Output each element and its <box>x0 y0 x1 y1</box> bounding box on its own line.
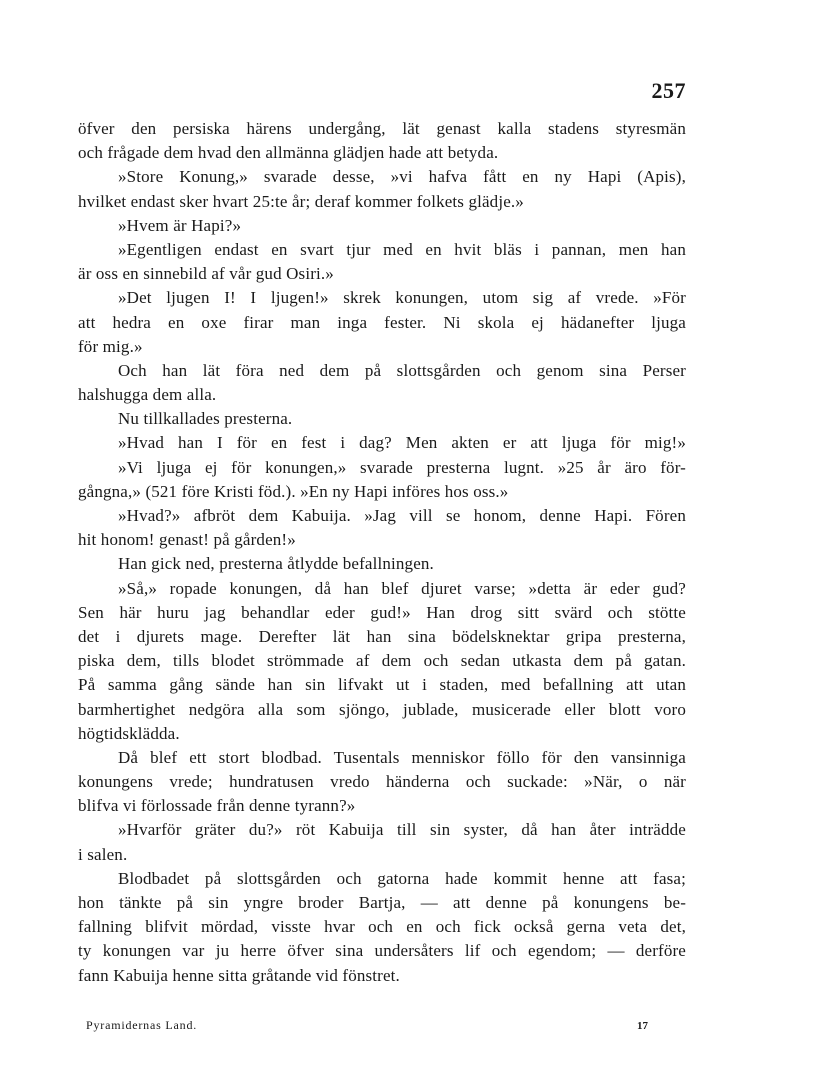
text-line: På samma gång sände han sin lifvakt ut i staden, med befallning att utan <box>78 675 686 695</box>
text-line: i salen. <box>78 844 128 864</box>
signature-mark: 17 <box>637 1020 648 1032</box>
text-line: hvilket endast sker hvart 25:te år; deraf kommer folkets glädje.» <box>78 191 524 211</box>
text-line: Då blef ett stort blodbad. Tusentals menniskor föllo för den vansinniga <box>118 747 686 767</box>
text-line: »Så,» ropade konungen, då han blef djuret varse; »detta är eder gud? <box>118 578 686 598</box>
text-line: »Det ljugen I! I ljugen!» skrek konungen, utom sig af vrede. »För <box>118 288 686 308</box>
text-line: »Hvad?» afbröt dem Kabuija. »Jag vill se honom, denne Hapi. Fören <box>118 506 686 525</box>
text-line: att hedra en oxe firar man inga fester. Ni skola ej hädanefter ljuga <box>78 312 686 332</box>
text-line: piska dem, tills blodet strömmade af dem och sedan utkasta dem på gatan. <box>78 651 686 671</box>
body-text <box>78 117 686 988</box>
text-line: »Store Konung,» svarade desse, »vi hafva fått en ny Hapi (Apis), <box>118 167 686 187</box>
text-line: och frågade dem hvad den allmänna glädjen hade att betyda. <box>78 143 499 163</box>
text-line: det i djurets mage. Derefter lät han sina bödelsknektar gripa presterna, <box>78 626 686 646</box>
text-line: Blodbadet på slottsgården och gatorna hade kommit henne att fasa; <box>118 868 686 888</box>
text-line: Sen här huru jag behandlar eder gud!» Han drog sitt svärd och stötte <box>78 602 686 622</box>
text-line: Han gick ned, presterna åtlydde befallningen. <box>118 554 434 574</box>
text-line: Nu tillkallades presterna. <box>118 409 293 429</box>
text-line: »Hvem är Hapi?» <box>118 215 242 235</box>
text-line: »Vi ljuga ej för konungen,» svarade presterna lugnt. »25 år äro för- <box>118 457 686 477</box>
text-line: fallning blifvit mördad, visste hvar och en och fick också gerna veta det, <box>78 917 686 937</box>
text-line: gångna,» (521 före Kristi föd.). »En ny Hapi införes hos oss.» <box>78 481 509 501</box>
text-line: öfver den persiska härens undergång, lät genast kalla stadens styresmän <box>78 119 686 138</box>
text-line: ty konungen var ju herre öfver sina undersåters lif och egendom; — derföre <box>78 941 686 961</box>
text-line: hon tänkte på sin yngre broder Bartja, — att denne på konungens be- <box>78 893 686 912</box>
page-number: 257 <box>651 78 686 103</box>
text-line: högtidsklädda. <box>78 723 180 743</box>
text-line: för mig.» <box>78 336 143 356</box>
text-line: är oss en sinnebild af vår gud Osiri.» <box>78 264 334 284</box>
footer-book-title: Pyramidernas Land. <box>86 1018 198 1032</box>
text-line: barmhertighet nedgöra alla som sjöngo, jublade, musicerade eller blott voro <box>78 699 686 719</box>
text-line: »Egentligen endast en svart tjur med en hvit bläs i pannan, men han <box>118 239 686 259</box>
text-line: halshugga dem alla. <box>78 385 217 405</box>
text-line: »Hvarför gräter du?» röt Kabuija till sin syster, då han åter inträdde <box>118 820 686 840</box>
text-line: hit honom! genast! på gården!» <box>78 530 296 550</box>
text-line: fann Kabuija henne sitta gråtande vid fönstret. <box>78 965 400 985</box>
text-line: »Hvad han I för en fest i dag? Men akten er att ljuga för mig!» <box>118 433 686 453</box>
text-line: blifva vi förlossade från denne tyrann?» <box>78 796 356 816</box>
text-line: Och han lät föra ned dem på slottsgården och genom sina Perser <box>118 360 686 380</box>
text-line: konungens vrede; hundratusen vredo händerna och suckade: »När, o när <box>78 772 686 792</box>
